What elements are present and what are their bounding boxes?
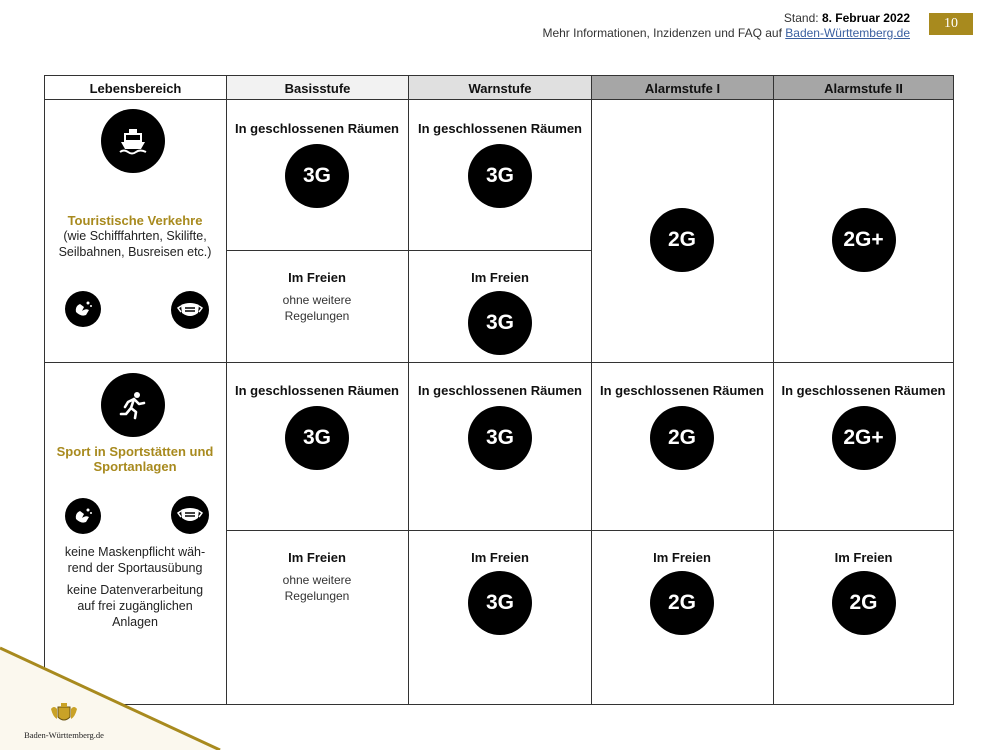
inside-label: In geschlossenen Räumen — [781, 383, 946, 398]
row2-basis-outside — [226, 550, 408, 604]
row2-warn-outside — [409, 550, 591, 635]
rule-badge: 3G — [468, 291, 532, 355]
outside-note-1: ohne weitere — [282, 573, 352, 587]
row1-alarm2 — [773, 208, 954, 272]
note-data-2: auf frei zugänglichen — [77, 599, 193, 613]
row1-basis-inside — [226, 121, 408, 208]
row1-desc-1: (wie Schifffahrten, Skilifte, — [63, 229, 207, 243]
rule-badge: 2G — [650, 208, 714, 272]
rule-badge: 3G — [285, 406, 349, 470]
outside-note-1: ohne weitere — [282, 293, 352, 307]
rules-table — [44, 75, 954, 705]
outside-label: Im Freien — [471, 270, 529, 285]
inside-label: In geschlossenen Räumen — [418, 121, 582, 136]
outside-label: Im Freien — [834, 550, 893, 565]
subrow-divider — [226, 250, 591, 251]
outside-note-2: Regelungen — [284, 309, 350, 323]
inside-label: In geschlossenen Räumen — [418, 383, 582, 398]
outside-label: Im Freien — [288, 270, 346, 285]
row1-desc-2: Seilbahnen, Busreisen etc.) — [58, 245, 212, 259]
footer-logo — [14, 703, 114, 740]
rule-badge: 2G — [832, 571, 896, 635]
note-mask-1: keine Maskenpflicht wäh- — [64, 545, 206, 559]
outside-note-2: Regelungen — [284, 589, 350, 603]
page-header — [542, 11, 910, 41]
col-header-warnstufe: Warnstufe — [408, 75, 592, 100]
note-mask-2: rend der Sportausübung — [67, 561, 203, 575]
info-link[interactable]: Baden-Württemberg.de — [785, 26, 910, 40]
row2-basis-inside — [226, 383, 408, 470]
row2-alarm2-outside — [773, 550, 954, 635]
page-number: 10 — [929, 13, 973, 35]
rule-badge: 2G+ — [832, 208, 896, 272]
row1-alarm1 — [591, 208, 773, 272]
row1-warn-inside — [409, 121, 591, 208]
rule-badge: 2G — [650, 406, 714, 470]
handwashing-icon — [65, 291, 101, 327]
row2-alarm1-inside — [591, 383, 773, 470]
rule-badge: 3G — [468, 144, 532, 208]
outside-label: Im Freien — [288, 550, 346, 565]
row1-warn-outside — [409, 270, 591, 355]
col-header-basisstufe: Basisstufe — [226, 75, 409, 100]
rule-badge: 2G — [650, 571, 714, 635]
rule-badge: 3G — [285, 144, 349, 208]
row1-title: Touristische Verkehre — [67, 213, 203, 228]
col-header-lebensbereich: Lebensbereich — [44, 75, 227, 100]
row2-warn-inside — [409, 383, 591, 470]
note-data-3: Anlagen — [112, 615, 158, 629]
row2-alarm1-outside — [591, 550, 773, 635]
row2-alarm2-inside — [773, 383, 954, 470]
row2-title-1: Sport in Sportstätten und — [56, 444, 214, 459]
logo-text: Baden-Württemberg.de — [24, 730, 104, 740]
outside-label: Im Freien — [653, 550, 711, 565]
outside-label: Im Freien — [471, 550, 529, 565]
mask-icon — [171, 496, 209, 534]
row1-basis-outside — [226, 270, 408, 324]
runner-icon — [101, 373, 165, 437]
row1-lebensbereich — [44, 213, 226, 260]
coat-of-arms-icon — [49, 703, 79, 725]
stand-date: 8. Februar 2022 — [821, 11, 910, 25]
stand-prefix: Stand: — [783, 11, 822, 25]
note-data-1: keine Datenverarbeitung — [66, 583, 204, 597]
ship-icon — [101, 109, 165, 173]
handwashing-icon — [65, 498, 101, 534]
rule-badge: 3G — [468, 406, 532, 470]
row2-lebensbereich — [44, 444, 226, 474]
row2-title-2: Sportanlagen — [93, 459, 177, 474]
row2-notes — [44, 544, 226, 630]
mask-icon — [171, 291, 209, 329]
inside-label: In geschlossenen Räumen — [235, 383, 399, 398]
rule-badge: 2G+ — [832, 406, 896, 470]
subrow-divider — [226, 530, 954, 531]
inside-label: In geschlossenen Räumen — [600, 383, 764, 398]
col-header-alarmstufe-1: Alarmstufe I — [591, 75, 774, 100]
rule-badge: 3G — [468, 571, 532, 635]
col-header-alarmstufe-2: Alarmstufe II — [773, 75, 954, 100]
row-divider — [44, 362, 954, 363]
inside-label: In geschlossenen Räumen — [235, 121, 399, 136]
info-text: Mehr Informationen, Inzidenzen und FAQ auf — [542, 26, 786, 40]
